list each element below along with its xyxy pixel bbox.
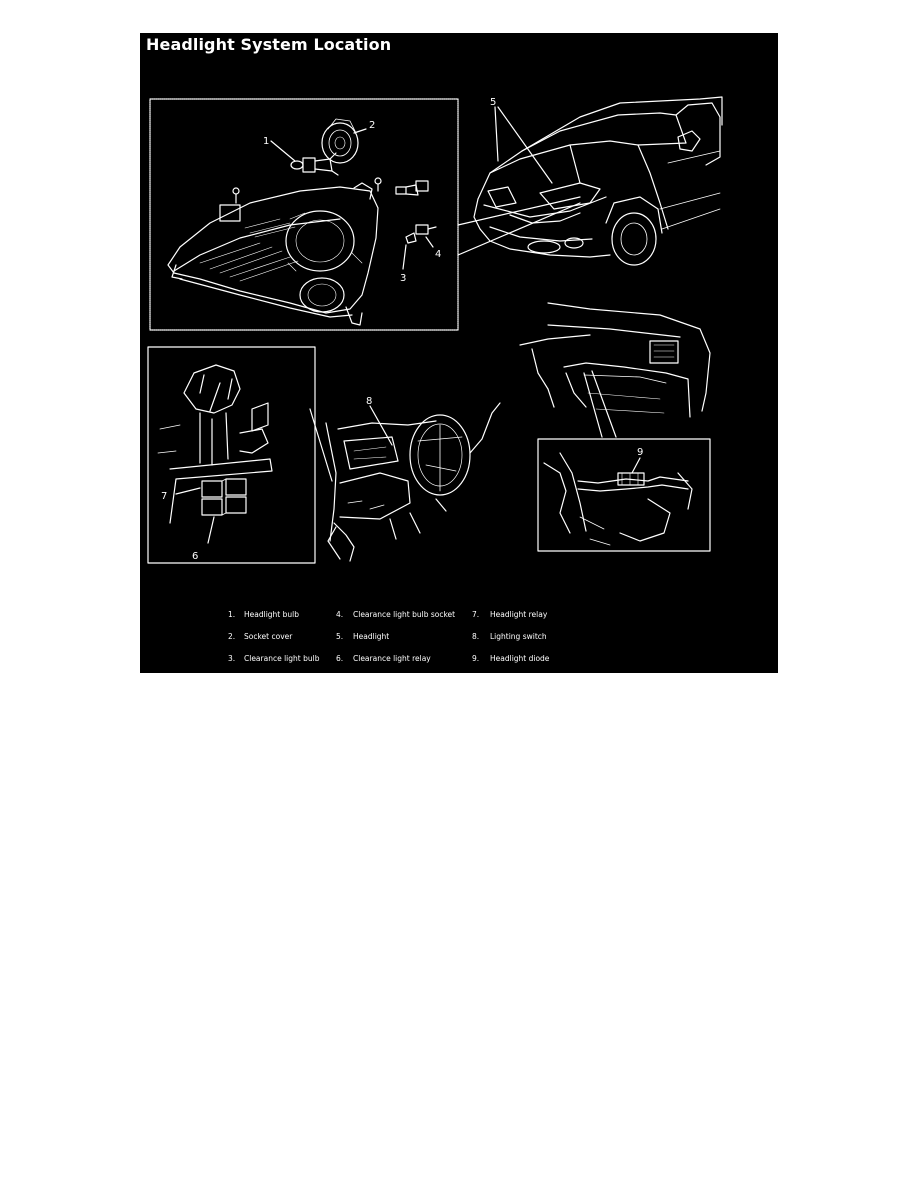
callout-5: 5 xyxy=(490,97,497,108)
legend-label: Headlight relay xyxy=(490,610,548,619)
legend-label: Clearance light relay xyxy=(353,654,431,663)
callout-8: 8 xyxy=(366,396,373,407)
headlight-assembly-panel xyxy=(150,99,580,330)
legend-number: 9. xyxy=(472,654,480,663)
legend-number: 7. xyxy=(472,610,480,619)
callout-2: 2 xyxy=(369,120,376,131)
callout-6: 6 xyxy=(192,551,199,562)
callout-4: 4 xyxy=(435,249,442,260)
legend-number: 8. xyxy=(472,632,480,641)
legend-label: Socket cover xyxy=(244,632,293,641)
figure-title: Headlight System Location xyxy=(146,35,392,54)
legend-number: 4. xyxy=(336,610,344,619)
callout-7: 7 xyxy=(161,491,168,502)
relay-box-panel xyxy=(148,347,315,563)
callout-3: 3 xyxy=(400,273,407,284)
legend-label: Clearance light bulb socket xyxy=(353,610,456,619)
legend-number: 5. xyxy=(336,632,344,641)
legend-number: 1. xyxy=(228,610,236,619)
car-front-panel xyxy=(474,97,722,265)
legend-number: 2. xyxy=(228,632,236,641)
callout-1: 1 xyxy=(263,136,270,147)
diode-detail-panel xyxy=(538,439,710,551)
legend-label: Headlight xyxy=(353,632,390,641)
headlight-system-figure xyxy=(140,33,778,673)
dashboard-panel xyxy=(310,403,500,561)
callout-9: 9 xyxy=(637,447,644,458)
legend-number: 3. xyxy=(228,654,236,663)
legend-number: 6. xyxy=(336,654,344,663)
legend-label: Headlight diode xyxy=(490,654,550,663)
legend-label: Clearance light bulb xyxy=(244,654,320,663)
legend-label: Lighting switch xyxy=(490,632,547,641)
legend-label: Headlight bulb xyxy=(244,610,299,619)
diagram-artwork xyxy=(140,33,778,673)
glovebox-area-panel xyxy=(520,303,710,437)
